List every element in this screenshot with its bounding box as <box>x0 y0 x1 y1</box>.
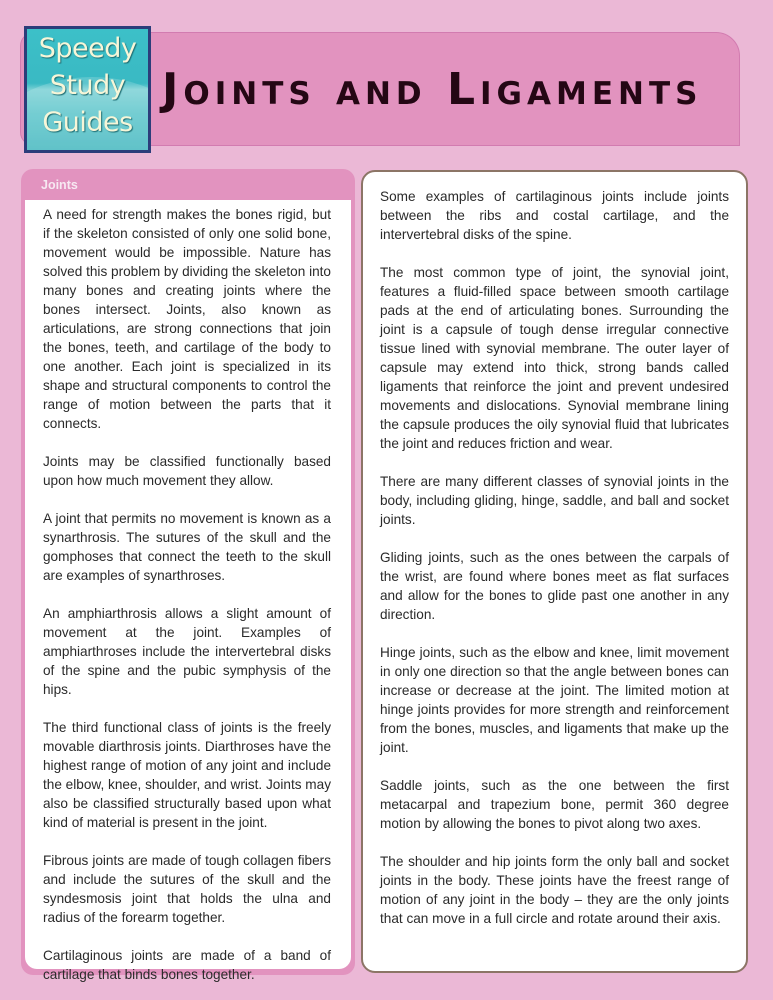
paragraph: Saddle joints, such as the one between the first metacarpal and trapezium bone, permit 360 degree motion by allowing the bones to pivot along two axes. <box>380 778 729 831</box>
logo-line-2: Study <box>49 70 126 101</box>
paragraph: There are many different classes of synovial joints in the body, including gliding, hinge, saddle, and ball and socket joints. <box>380 474 729 527</box>
joints-panel-body <box>25 200 351 982</box>
paragraph: Hinge joints, such as the elbow and knee, limit movement in only one direction so that the angle between bones can increase or decrease at the joint. The limited motion at hinge joints provides for more strength and reinforcement from the bones, muscles, and ligaments that make up the joint. <box>380 645 729 755</box>
paragraph: Gliding joints, such as the ones between the carpals of the wrist, are found where bones meet as flat surfaces and allow for the bones to glide past one another in any direction. <box>380 550 729 622</box>
paragraph: A need for strength makes the bones rigid, but if the skeleton consisted of only one solid bone, movement would be impossible. Nature has solved this problem by dividing the skeleton into many bones and creating joints where the bones intersect. Joints, also known as articulations, are strong connections that join the bones, teeth, and cartilage of the body to one another. Each joint is specialized in its shape and structural components to control the range of motion between the parts that it connects. <box>43 207 331 431</box>
joints-panel <box>21 169 355 982</box>
paragraph: A joint that permits no movement is known as a synarthrosis. The sutures of the skull and the gomphoses that connect the teeth to the skull are examples of synarthroses. <box>43 511 331 583</box>
paragraph: Cartilaginous joints are made of a band of cartilage that binds bones together. <box>43 948 331 982</box>
logo-line-3: Guides <box>42 107 133 138</box>
page-title: Joints and Ligaments <box>162 64 703 115</box>
joints-panel-heading: Joints <box>41 178 78 192</box>
speedy-study-guides-logo <box>24 26 151 153</box>
paragraph: The shoulder and hip joints form the only ball and socket joints in the body. These joints have the freest range of motion of any joint in the body – they are the only joints that can move in a full circle and rotate around their axis. <box>380 854 729 926</box>
paragraph: The third functional class of joints is the freely movable diarthrosis joints. Diarthroses have the highest range of motion of any joint and include the elbow, knee, shoulder, and wrist. Joints may also be classified structurally based upon what kind of material is present in the joint. <box>43 720 331 830</box>
paragraph: The most common type of joint, the synovial joint, features a fluid-filled space between smooth cartilage pads at the end of articulating bones. Surrounding the joint is a capsule of tough dense irregular connective tissue lined with synovial membrane. The outer layer of capsule may extend into thick, strong bands called ligaments that reinforce the joint and prevent undesired movements and dislocations. Synovial membrane lining the capsule produces the oily synovial fluid that lubricates the joint and reduces friction and wear. <box>380 265 729 451</box>
paragraph: An amphiarthrosis allows a slight amount of movement at the joint. Examples of amphiarthroses include the intervertebral disks of the spine and the pubic symphysis of the hips. <box>43 606 331 697</box>
paragraph: Joints may be classified functionally based upon how much movement they allow. <box>43 454 331 488</box>
paragraph: Some examples of cartilaginous joints include joints between the ribs and costal cartilage, and the intervertebral disks of the spine. <box>380 189 729 242</box>
paragraph: Fibrous joints are made of tough collagen fibers and include the sutures of the skull and the syndesmosis joint that holds the ulna and radius of the forearm together. <box>43 853 331 925</box>
synovial-joints-panel <box>361 170 748 973</box>
logo-line-1: Speedy <box>38 33 137 64</box>
